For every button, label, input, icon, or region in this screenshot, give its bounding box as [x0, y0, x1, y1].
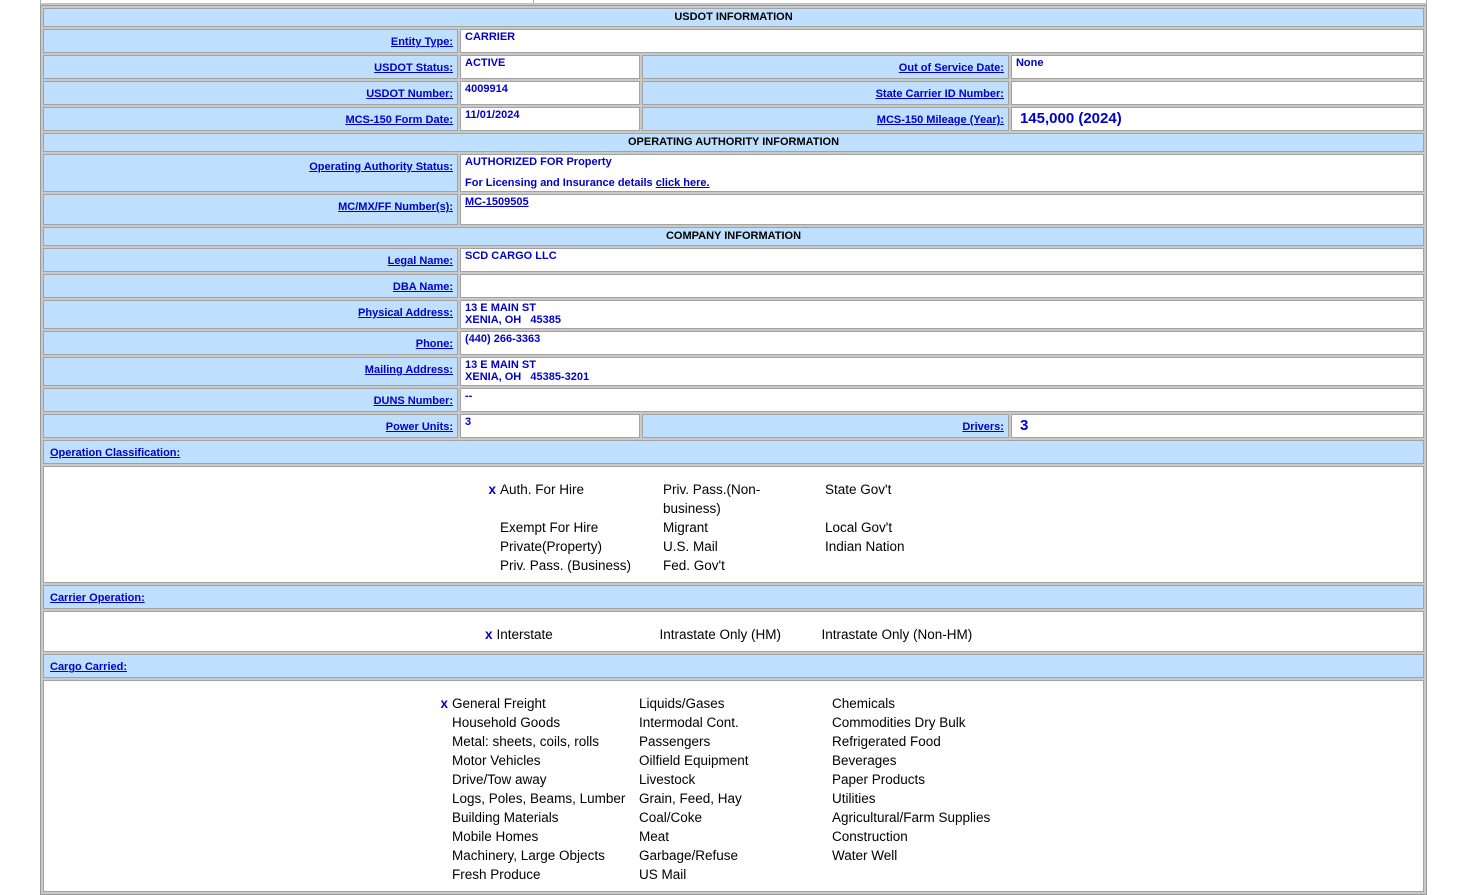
usdot-information-header: USDOT INFORMATION: [43, 8, 1424, 27]
legal-name-value: SCD CARGO LLC: [460, 248, 1424, 272]
mcs150-form-date-link[interactable]: MCS-150 Form Date:: [345, 114, 454, 126]
checklist-item: Intermodal Cont.: [639, 715, 739, 731]
mc-numbers-label-cell: [43, 194, 458, 225]
licensing-details-line: [465, 178, 1419, 190]
checked-x-mark: [626, 865, 639, 884]
physical-address-line1: 13 E MAIN ST: [465, 302, 536, 315]
power-units-value: 3: [460, 414, 640, 438]
table-row: [43, 331, 1424, 355]
checked-x-mark: [487, 537, 500, 556]
checklist-item: Private(Property): [500, 539, 603, 555]
checklist-item: Livestock: [639, 772, 696, 788]
cargo-carried-content: [43, 680, 1424, 892]
table-row: [43, 611, 1424, 652]
usdot-status-label-cell: [43, 55, 458, 79]
dba-name-value: [460, 274, 1424, 298]
checklist-item: Local Gov't: [825, 520, 893, 536]
duns-number-link[interactable]: DUNS Number:: [373, 395, 454, 408]
checklist-item: Paper Products: [832, 772, 926, 788]
checklist-item: Mobile Homes: [452, 829, 539, 845]
checked-x-mark: [439, 846, 452, 865]
out-of-service-label-cell: [642, 55, 1009, 79]
table-row: [43, 466, 1424, 583]
operation-classification-link[interactable]: Operation Classification:: [50, 447, 181, 460]
checklist-item: Coal/Coke: [639, 810, 703, 826]
usdot-number-label-cell: [43, 81, 458, 105]
checked-x-mark: [809, 625, 822, 644]
checklist-item: Fed. Gov't: [663, 558, 725, 574]
mailing-address-value-cell: [460, 357, 1424, 386]
out-of-service-link[interactable]: Out of Service Date:: [898, 62, 1004, 74]
checklist-item: Agricultural/Farm Supplies: [832, 810, 991, 826]
checked-x-mark: [439, 751, 452, 770]
licensing-details-text: For Licensing and Insurance details: [465, 176, 656, 189]
table-row: [43, 274, 1424, 298]
cargo-carried-header-cell: [43, 654, 1424, 678]
operating-authority-status-label-cell: [43, 154, 458, 192]
mcs150-mileage-link[interactable]: MCS-150 Mileage (Year):: [876, 114, 1004, 126]
checklist-item: Fresh Produce: [452, 867, 541, 883]
checklist-item: Liquids/Gases: [639, 696, 725, 712]
checklist-item: Drive/Tow away: [452, 772, 547, 788]
dba-name-link[interactable]: DBA Name:: [392, 281, 454, 294]
operation-classification-list: [487, 480, 980, 575]
physical-address-value-cell: [460, 300, 1424, 329]
state-carrier-id-label-cell: [642, 81, 1009, 105]
checked-x-mark: [626, 789, 639, 808]
checklist-item: Commodities Dry Bulk: [832, 715, 966, 731]
checked-x-mark: [439, 770, 452, 789]
checklist-item: Logs, Poles, Beams, Lumber: [452, 791, 626, 807]
checklist-item: Utilities: [832, 791, 876, 807]
legal-name-label-cell: [43, 248, 458, 272]
checklist-item: Refrigerated Food: [832, 734, 941, 750]
checked-x-mark: [439, 865, 452, 884]
entity-type-value: CARRIER: [460, 29, 1424, 53]
checked-x-mark: [439, 808, 452, 827]
checked-x-mark: [819, 808, 832, 827]
table-row: [43, 248, 1424, 272]
power-units-link[interactable]: Power Units:: [385, 421, 454, 434]
carrier-operation-link[interactable]: Carrier Operation:: [50, 592, 145, 605]
checklist-item: Machinery, Large Objects: [452, 848, 605, 864]
checked-x-mark: [626, 770, 639, 789]
checked-x-mark: [439, 713, 452, 732]
checklist-item: State Gov't: [825, 482, 892, 498]
checked-x-mark: [819, 827, 832, 846]
checklist-item: Household Goods: [452, 715, 561, 731]
usdot-number-value: 4009914: [460, 81, 640, 105]
checklist-item: Water Well: [832, 848, 898, 864]
checked-x-mark: [819, 846, 832, 865]
checklist-item: Priv. Pass.(Non-business): [663, 482, 761, 517]
duns-number-value: --: [460, 388, 1424, 412]
legal-name-link[interactable]: Legal Name:: [387, 255, 454, 268]
table-row: [43, 357, 1424, 386]
company-snapshot-table: [40, 5, 1427, 895]
cargo-carried-list: [439, 694, 1028, 884]
checklist-item: Intrastate Only (Non-HM): [821, 627, 973, 643]
licensing-click-here-link[interactable]: click here.: [655, 176, 710, 189]
checklist-item: US Mail: [639, 867, 687, 883]
checklist-item: Migrant: [663, 520, 709, 536]
table-row: [43, 154, 1424, 192]
checklist-item: Chemicals: [832, 696, 896, 712]
checklist-item: Motor Vehicles: [452, 753, 541, 769]
drivers-label-cell: [642, 414, 1009, 438]
checked-x-mark: [626, 846, 639, 865]
state-carrier-id-value: [1011, 81, 1424, 105]
operating-authority-status-link[interactable]: Operating Authority Status:: [309, 161, 454, 173]
checklist-item: Auth. For Hire: [500, 482, 585, 498]
checked-x-mark: [812, 518, 825, 537]
checked-x-mark: [650, 480, 663, 518]
usdot-status-link[interactable]: USDOT Status:: [374, 62, 454, 74]
drivers-value: 3: [1011, 414, 1424, 438]
usdot-number-link[interactable]: USDOT Number:: [366, 88, 454, 100]
cropped-row-remnant: [40, 0, 1427, 5]
entity-type-label-cell: [43, 29, 458, 53]
operating-authority-status-value: AUTHORIZED FOR Property: [465, 156, 612, 168]
checked-x-mark: [819, 770, 832, 789]
checklist-item: Exempt For Hire: [500, 520, 599, 536]
checked-x-mark: [819, 713, 832, 732]
checked-x-mark: [487, 556, 500, 575]
table-row: [43, 388, 1424, 412]
checked-x-mark: [626, 713, 639, 732]
checked-x-mark: [819, 694, 832, 713]
operating-authority-status-value-cell: [460, 154, 1424, 192]
checklist-item: [825, 556, 980, 575]
checklist-item: Metal: sheets, coils, rolls: [452, 734, 600, 750]
checklist-item: Oilfield Equipment: [639, 753, 749, 769]
checked-x-mark: [487, 518, 500, 537]
table-row: [43, 29, 1424, 53]
dba-name-label-cell: [43, 274, 458, 298]
mailing-address-link[interactable]: Mailing Address:: [364, 364, 454, 377]
physical-address-line2: XENIA, OH 45385: [465, 313, 562, 326]
drivers-link[interactable]: Drivers:: [962, 421, 1004, 434]
checklist-item: [832, 865, 1028, 884]
mc-numbers-link[interactable]: MC/MX/FF Number(s):: [338, 201, 454, 214]
checked-x-mark: [626, 732, 639, 751]
operating-authority-header: OPERATING AUTHORITY INFORMATION: [43, 133, 1424, 152]
checklist-item: Indian Nation: [825, 539, 905, 555]
checked-x-mark: [819, 789, 832, 808]
checked-x-mark: [812, 480, 825, 518]
physical-address-label-cell: [43, 300, 458, 329]
cell-divider: [533, 0, 534, 3]
out-of-service-value: None: [1011, 55, 1424, 79]
table-row: [43, 107, 1424, 131]
checked-x-mark: [626, 694, 639, 713]
checked-x-mark: [812, 537, 825, 556]
checklist-item: Priv. Pass. (Business): [500, 558, 632, 574]
table-row: [43, 55, 1424, 79]
table-row: [43, 300, 1424, 329]
checklist-item: Meat: [639, 829, 670, 845]
operation-classification-header-cell: [43, 440, 1424, 464]
checked-x-mark: [650, 556, 663, 575]
operation-classification-content: [43, 466, 1424, 583]
checklist-item: U.S. Mail: [663, 539, 718, 555]
checked-x-mark: x: [484, 627, 493, 643]
carrier-operation-list: [484, 625, 984, 644]
checklist-item: Beverages: [832, 753, 897, 769]
checked-x-mark: [812, 556, 825, 575]
checked-x-mark: [626, 827, 639, 846]
checked-x-mark: [626, 751, 639, 770]
phone-value: (440) 266-3363: [460, 331, 1424, 355]
checked-x-mark: [650, 518, 663, 537]
duns-number-label-cell: [43, 388, 458, 412]
entity-type-link[interactable]: Entity Type:: [390, 36, 454, 48]
table-row: [43, 414, 1424, 438]
checked-x-mark: [439, 827, 452, 846]
carrier-operation-content: [43, 611, 1424, 652]
checked-x-mark: [819, 751, 832, 770]
checked-x-mark: [647, 625, 660, 644]
checklist-item: Interstate: [496, 627, 553, 643]
checklist-item: Garbage/Refuse: [639, 848, 739, 864]
checklist-item: Building Materials: [452, 810, 559, 826]
mcs150-mileage-value: 145,000 (2024): [1011, 107, 1424, 131]
checked-x-mark: [626, 808, 639, 827]
mailing-address-label-cell: [43, 357, 458, 386]
mcs150-form-date-value: 11/01/2024: [460, 107, 640, 131]
mc-numbers-value-cell: [460, 194, 1424, 225]
checklist-item: Construction: [832, 829, 908, 845]
state-carrier-id-link[interactable]: State Carrier ID Number:: [875, 88, 1004, 100]
phone-label-cell: [43, 331, 458, 355]
mcs150-mileage-label-cell: [642, 107, 1009, 131]
checked-x-mark: [439, 732, 452, 751]
mc-number-value-link[interactable]: MC-1509505: [465, 196, 529, 209]
mailing-address-line1: 13 E MAIN ST: [465, 359, 536, 372]
checklist-item: Intrastate Only (HM): [659, 627, 782, 643]
checked-x-mark: [819, 865, 832, 884]
checked-x-mark: [650, 537, 663, 556]
mcs150-form-date-label-cell: [43, 107, 458, 131]
checklist-item: Grain, Feed, Hay: [639, 791, 742, 807]
checked-x-mark: [819, 732, 832, 751]
checked-x-mark: x: [440, 696, 448, 712]
power-units-label-cell: [43, 414, 458, 438]
checklist-item: Passengers: [639, 734, 711, 750]
table-row: [43, 81, 1424, 105]
carrier-operation-header-cell: [43, 585, 1424, 609]
checked-x-mark: [439, 789, 452, 808]
cargo-carried-link[interactable]: Cargo Carried:: [50, 661, 128, 674]
phone-link[interactable]: Phone:: [415, 338, 454, 351]
checked-x-mark: x: [488, 482, 496, 498]
table-row: [43, 680, 1424, 892]
usdot-status-value: ACTIVE: [460, 55, 640, 79]
physical-address-link[interactable]: Physical Address:: [358, 307, 454, 320]
checklist-item: General Freight: [452, 696, 546, 712]
company-information-header: COMPANY INFORMATION: [43, 227, 1424, 246]
mailing-address-line2: XENIA, OH 45385-3201: [465, 370, 590, 383]
table-row: [43, 194, 1424, 225]
